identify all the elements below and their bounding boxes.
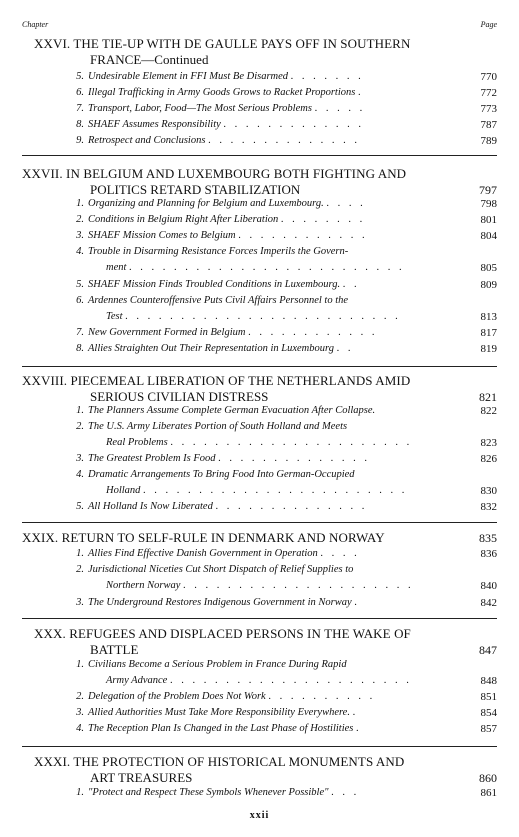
leader-dots: . . . . . . . . . . . . . [223,119,365,130]
section-divider [22,155,497,156]
chapter-title-line2: ART TREASURES [90,770,193,785]
entry-page-number: 830 [480,485,497,497]
leader-dots: . . . . . . . . . . . . . . [215,501,368,512]
entry-text: Allied Authorities Must Take More Responsibility Everywhere. [88,707,350,718]
toc-entry [66,563,353,577]
toc-entry [66,134,360,148]
chapter-numeral: XXVI. [34,36,71,51]
entry-text: Transport, Labor, Food—The Most Serious Problems [88,103,312,114]
entry-text: Trouble in Disarming Resistance Forces Imperils the Govern- [88,246,349,257]
entry-page-number: 789 [480,135,497,147]
entry-continuation-text: Northern Norway [106,580,181,591]
chapter-title [34,626,411,642]
entry-page-number: 861 [480,787,497,799]
entry-text: Allies Straighten Out Their Representation in Luxembourg [88,343,334,354]
toc-entry [66,229,368,243]
chapter-title-line2: FRANCE—Continued [90,52,209,67]
toc-entry [66,722,362,736]
chapter-title-line2: SERIOUS CIVILIAN DISTRESS [90,389,269,404]
toc-entry [66,102,365,116]
leader-dots: . . . . . . . . . . . . . . . . . . . . . . . . . [129,262,405,273]
chapter-title [22,530,385,546]
leader-dots: . . [342,279,360,290]
entry-page-number: 840 [480,580,497,592]
toc-entry [66,420,347,434]
toc-entry-continuation [106,310,401,324]
toc-entry [66,86,364,100]
entry-text: Ardennes Counteroffensive Puts Civil Affairs Personnel to the [88,295,349,306]
entry-page-number: 813 [480,311,497,323]
chapter-title [22,166,406,182]
chapter-title-line2: BATTLE [90,642,139,657]
entry-page-number: 822 [480,405,497,417]
entry-text: SHAEF Mission Finds Troubled Conditions in Luxembourg. [88,279,341,290]
entry-number: 2. [76,214,84,225]
toc-entry [66,658,347,672]
leader-dots: . . . . . . . . . . . . . . . . . . . . . . . . [143,485,408,496]
chapter-title [34,754,404,770]
chapter-page-number: 860 [479,771,497,785]
entry-number: 6. [76,87,84,98]
toc-entry [66,197,366,211]
entry-page-number: 848 [480,675,497,687]
entry-continuation-text: Army Advance [106,675,168,686]
entry-number: 1. [76,198,84,209]
toc-entry [66,70,364,84]
toc-entry [66,294,348,308]
leader-dots: . [354,597,360,608]
toc-entry [66,452,370,466]
chapter-title [22,373,410,389]
chapter-title-line1: RETURN TO SELF-RULE IN DENMARK AND NORWAY [61,530,385,545]
entry-page-number: 772 [480,87,497,99]
entry-number: 4. [76,469,84,480]
leader-dots: . . . . . . . [290,71,364,82]
toc-entry [66,706,358,720]
entry-text: The U.S. Army Liberates Portion of South Holland and Meets [88,421,348,432]
entry-number: 6. [76,295,84,306]
entry-text: Dramatic Arrangements To Bring Food Into German-Occupied [88,469,355,480]
entry-number: 1. [76,548,84,559]
toc-entry [66,278,360,292]
chapter-numeral: XXVII. [22,166,63,181]
entry-number: 1. [76,405,84,416]
entry-text: "Protect and Respect These Symbols Whenever Possible" [88,787,329,798]
entry-page-number: 809 [480,279,497,291]
chapter-title-line1: REFUGEES AND DISPLACED PERSONS IN THE WAKE OF [69,626,411,641]
entry-page-number: 817 [480,327,497,339]
entry-page-number: 851 [480,691,497,703]
chapter-numeral: XXXI. [34,754,71,769]
entry-page-number: 798 [480,198,497,210]
entry-number: 8. [76,119,84,130]
entry-text: New Government Formed in Belgium [88,327,246,338]
entry-text: Jurisdictional Niceties Cut Short Dispatch of Relief Supplies to [88,564,354,575]
page-column-label: Page [480,20,497,29]
entry-page-number: 770 [480,71,497,83]
chapter-page-number: 797 [479,183,497,197]
entry-text: SHAEF Assumes Responsibility [88,119,221,130]
entry-text: SHAEF Mission Comes to Belgium [88,230,236,241]
entry-number: 7. [76,103,84,114]
entry-continuation-text: Test [106,311,123,322]
entry-page-number: 804 [480,230,497,242]
chapter-numeral: XXIX. [22,530,59,545]
entry-page-number: 857 [480,723,497,735]
entry-page-number: 836 [480,548,497,560]
entry-page-number: 773 [480,103,497,115]
toc-entry-continuation [106,484,407,498]
entry-number: 1. [76,787,84,798]
toc-entry [66,404,375,418]
toc-entry [66,326,377,340]
toc-entry [66,786,359,800]
chapter-title-line1: PIECEMEAL LIBERATION OF THE NETHERLANDS AMID [70,373,411,388]
entry-page-number: 819 [480,343,497,355]
section-divider [22,522,497,523]
entry-number: 1. [76,659,84,670]
chapter-title-line1: THE PROTECTION OF HISTORICAL MONUMENTS AND [73,754,405,769]
chapter-numeral: XXX. [34,626,66,641]
entry-text: The Planners Assume Complete German Evacuation After Collapse. [88,405,376,416]
toc-entry [66,468,355,482]
entry-number: 9. [76,135,84,146]
entry-number: 7. [76,327,84,338]
leader-dots: . . . . . . . . . . . . [238,230,368,241]
leader-dots: . [357,87,364,98]
toc-entry [66,245,348,259]
toc-entry-continuation [106,674,412,688]
chapter-page-number: 835 [479,531,497,545]
leader-dots: . . [336,343,354,354]
chapter-title-line1: THE TIE-UP WITH DE GAULLE PAYS OFF IN SOUTHERN [73,36,411,51]
entry-number: 4. [76,723,84,734]
entry-number: 3. [76,453,84,464]
leader-dots: . . . [331,787,360,798]
entry-number: 5. [76,279,84,290]
entry-number: 2. [76,691,84,702]
entry-text: The Underground Restores Indigenous Government in Norway [88,597,352,608]
entry-number: 8. [76,343,84,354]
entry-number: 2. [76,564,84,575]
entry-text: Conditions in Belgium Right After Liberation [88,214,279,225]
leader-dots: . . . . . . . . . . . . . . [218,453,371,464]
entry-page-number: 805 [480,262,497,274]
leader-dots: . . . . . . . . . . . . . . . . . . . . . . [170,437,413,448]
toc-entry [66,690,375,704]
leader-dots: . . . . . . . . . . . . . . [208,135,360,146]
section-divider [22,746,497,747]
entry-text: The Reception Plan Is Changed in the Last Phase of Hostilities [88,723,354,734]
leader-dots: . . . . . . . . . . . . [248,327,378,338]
leader-dots: . . . . . . . . . . . . . . . . . . . . . . [169,675,412,686]
entry-text: Retrospect and Conclusions [88,135,206,146]
toc-entry [66,118,364,132]
entry-continuation-text: ment [106,262,127,273]
leader-dots: . . . . . [314,103,366,114]
toc-entry-continuation [106,436,412,450]
entry-continuation-text: Real Problems [106,437,168,448]
entry-text: Civilians Become a Serious Problem in France During Rapid [88,659,347,670]
entry-number: 3. [76,597,84,608]
toc-entry-continuation [106,579,414,593]
entry-page-number: 787 [480,119,497,131]
leader-dots: . . . . [320,548,360,559]
entry-text: Allies Find Effective Danish Government in Operation [88,548,318,559]
entry-page-number: 823 [480,437,497,449]
entry-page-number: 826 [480,453,497,465]
entry-number: 5. [76,501,84,512]
leader-dots: . . . . . . . . [280,214,366,225]
toc-entry [66,213,365,227]
leader-dots: . [356,723,362,734]
entry-number: 2. [76,421,84,432]
entry-text: All Holland Is Now Liberated [88,501,213,512]
entry-text: Organizing and Planning for Belgium and Luxembourg. [88,198,324,209]
leader-dots: . . . . . . . . . . . . . . . . . . . . . [183,580,414,591]
leader-dots: . . . . . . . . . . [268,691,376,702]
chapter-page-number: 821 [479,390,497,404]
entry-number: 3. [76,230,84,241]
section-divider [22,618,497,619]
chapter-column-label: Chapter [22,20,49,29]
entry-text: Undesirable Element in FFI Must Be Disarmed [88,71,289,82]
section-divider [22,366,497,367]
chapter-numeral: XXVIII. [22,373,68,388]
toc-entry [66,342,353,356]
entry-page-number: 801 [480,214,497,226]
entry-page-number: 842 [480,597,497,609]
leader-dots: . . . . [326,198,366,209]
chapter-title [34,36,410,52]
entry-number: 3. [76,707,84,718]
toc-entry [66,596,360,610]
entry-continuation-text: Holland [106,485,141,496]
toc-entry [66,500,367,514]
entry-page-number: 854 [480,707,497,719]
leader-dots: . [352,707,359,718]
toc-entry [66,547,360,561]
chapter-page-number: 847 [479,643,497,657]
entry-text: The Greatest Problem Is Food [88,453,216,464]
chapter-title-line1: IN BELGIUM AND LUXEMBOURG BOTH FIGHTING AND [66,166,407,181]
entry-text: Delegation of the Problem Does Not Work [88,691,266,702]
entry-page-number: 832 [480,501,497,513]
page-folio: xxii [249,810,270,821]
entry-number: 5. [76,71,84,82]
chapter-title-line2: POLITICS RETARD STABILIZATION [90,182,301,197]
toc-entry-continuation [106,261,405,275]
leader-dots: . . . . . . . . . . . . . . . . . . . . . . . . . [125,311,401,322]
entry-text: Illegal Trafficking in Army Goods Grows to Racket Proportions [88,87,356,98]
entry-number: 4. [76,246,84,257]
